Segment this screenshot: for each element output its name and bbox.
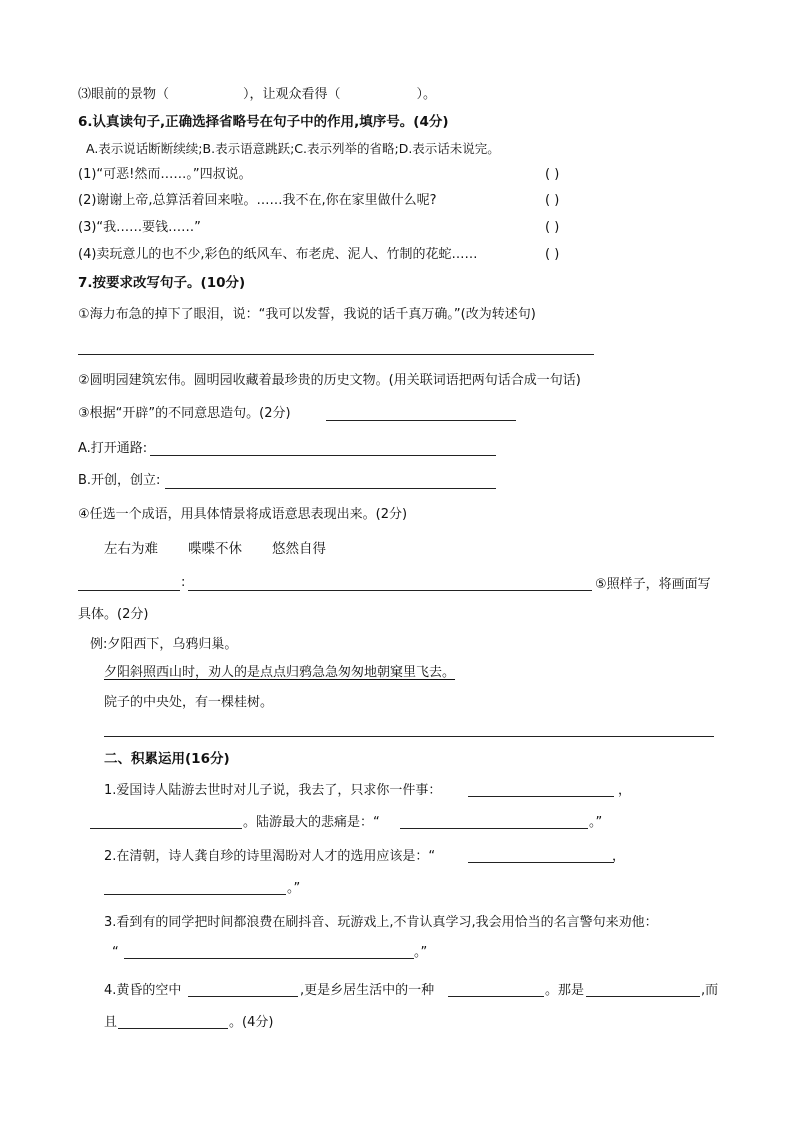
q6-item-2: (2)谢谢上帝,总算活着回来啦。……我不在,你在家里做什么呢? xyxy=(78,193,437,208)
sec2-q4-text-1: 4.黄昏的空中 xyxy=(104,983,182,998)
sec2-q3-end: 。” xyxy=(414,945,428,960)
q7-sentence-2: ②圆明园建筑宏伟。圆明园收藏着最珍贵的历史文物。(用关联词语把两句话合成一句话) xyxy=(78,373,581,388)
q7-3b-label: B.开创，创立: xyxy=(78,473,161,488)
colon: : xyxy=(181,575,186,590)
idiom-2: 喋喋不休 xyxy=(188,541,242,557)
sec2-q4-blank-1[interactable] xyxy=(188,996,298,997)
q7-title: 7.按要求改写句子。(10分) xyxy=(78,275,246,291)
sec2-q1-blank-2[interactable] xyxy=(90,828,242,829)
q7-sentence-3: ③根据“开辟”的不同意思造句。(2分) xyxy=(78,406,291,421)
idiom-answer-line[interactable] xyxy=(188,590,592,591)
q6-item-1: (1)“可恶!然而……。”四叔说。 xyxy=(78,167,252,182)
example-answer: 夕阳斜照西山时，劝人的是点点归鸦急急匆匆地朝窠里飞去。 xyxy=(104,665,456,680)
sec2-q2-comma: ， xyxy=(612,849,626,864)
q6-answer-bracket-1[interactable]: ( ) xyxy=(545,167,560,182)
sec2-q2-end: 。” xyxy=(287,881,301,896)
q7-sentence-1: ①海力布急的掉下了眼泪，说：“我可以发誓，我说的话千真万确。”(改为转述句) xyxy=(78,307,536,322)
sec2-q2-text: 2.在清朝，诗人龚自珍的诗里渴盼对人才的选用应该是：“ xyxy=(104,849,436,864)
sec2-q4-blank-2[interactable] xyxy=(448,996,544,997)
sec2-q1-text-2: 。陆游最大的悲痛是：“ xyxy=(243,815,380,830)
sec2-q1-text: 1.爱国诗人陆游去世时对儿子说，我去了，只求你一件事： xyxy=(104,783,442,798)
sec2-q4-text-4: ,而 xyxy=(701,983,719,998)
example-label: 例:夕阳西下，乌鸦归巢。 xyxy=(90,637,238,652)
idiom-choice-line[interactable] xyxy=(78,590,180,591)
q7-sentence-5a: ⑤照样子，将画面写 xyxy=(595,577,711,592)
sec2-q3-text: 3.看到有的同学把时间都浪费在刷抖音、玩游戏上,不肯认真学习,我会用恰当的名言警句来劝他： xyxy=(104,915,658,930)
sec2-q1-end: 。” xyxy=(589,815,603,830)
sec2-q1-comma: ， xyxy=(618,783,632,798)
sec2-q4-blank-4[interactable] xyxy=(118,1028,228,1029)
sec2-q3-blank[interactable] xyxy=(124,958,414,959)
sec2-q4-text-5: 且 xyxy=(104,1015,118,1030)
q6-answer-bracket-2[interactable]: ( ) xyxy=(545,193,560,208)
q6-answer-bracket-3[interactable]: ( ) xyxy=(545,220,560,235)
sec2-q1-blank-1[interactable] xyxy=(468,796,614,797)
answer-line-3-head[interactable] xyxy=(326,420,516,421)
sec2-q2-blank-1[interactable] xyxy=(468,862,614,863)
q6-item-4: (4)卖玩意儿的也不少,彩色的纸风车、布老虎、泥人、竹制的花蛇…… xyxy=(78,247,478,262)
section-2-title: 二、积累运用(16分) xyxy=(104,751,230,767)
sec2-q2-blank-2[interactable] xyxy=(104,894,286,895)
q6-options: A.表示说话断断续续;B.表示语意跳跃;C.表示列举的省略;D.表示话未说完。 xyxy=(86,141,500,156)
answer-line-1[interactable] xyxy=(78,354,594,355)
sec2-q4-text-3: 。那是 xyxy=(545,983,585,998)
q6-answer-bracket-4[interactable]: ( ) xyxy=(545,247,560,262)
sec2-q1-blank-3[interactable] xyxy=(400,828,588,829)
q6-item-3: (3)“我……要钱……” xyxy=(78,220,201,235)
fill-blank-line-3: ⑶眼前的景物（ ），让观众看得（ ）。 xyxy=(78,87,437,102)
idiom-1: 左右为难 xyxy=(104,541,158,557)
answer-line-3a[interactable] xyxy=(150,455,496,456)
sec2-q4-blank-3[interactable] xyxy=(586,996,700,997)
q6-title: 6.认真读句子,正确选择省略号在句子中的作用,填序号。(4分) xyxy=(78,114,449,130)
idiom-3: 悠然自得 xyxy=(272,541,326,557)
answer-line-3b[interactable] xyxy=(165,488,496,489)
answer-line-5[interactable] xyxy=(104,736,714,737)
sec2-q4-text-2: ,更是乡居生活中的一种 xyxy=(300,983,435,998)
sec2-q4-end: 。(4分) xyxy=(229,1015,274,1030)
q7-sentence-4: ④任选一个成语，用具体情景将成语意思表现出来。(2分) xyxy=(78,507,408,522)
q7-prompt: 院子的中央处，有一棵桂树。 xyxy=(104,695,274,710)
sec2-q3-open-quote: “ xyxy=(112,945,119,960)
q7-3a-label: A.打开通路: xyxy=(78,441,148,456)
q7-sentence-5b: 具体。(2分) xyxy=(78,607,149,622)
